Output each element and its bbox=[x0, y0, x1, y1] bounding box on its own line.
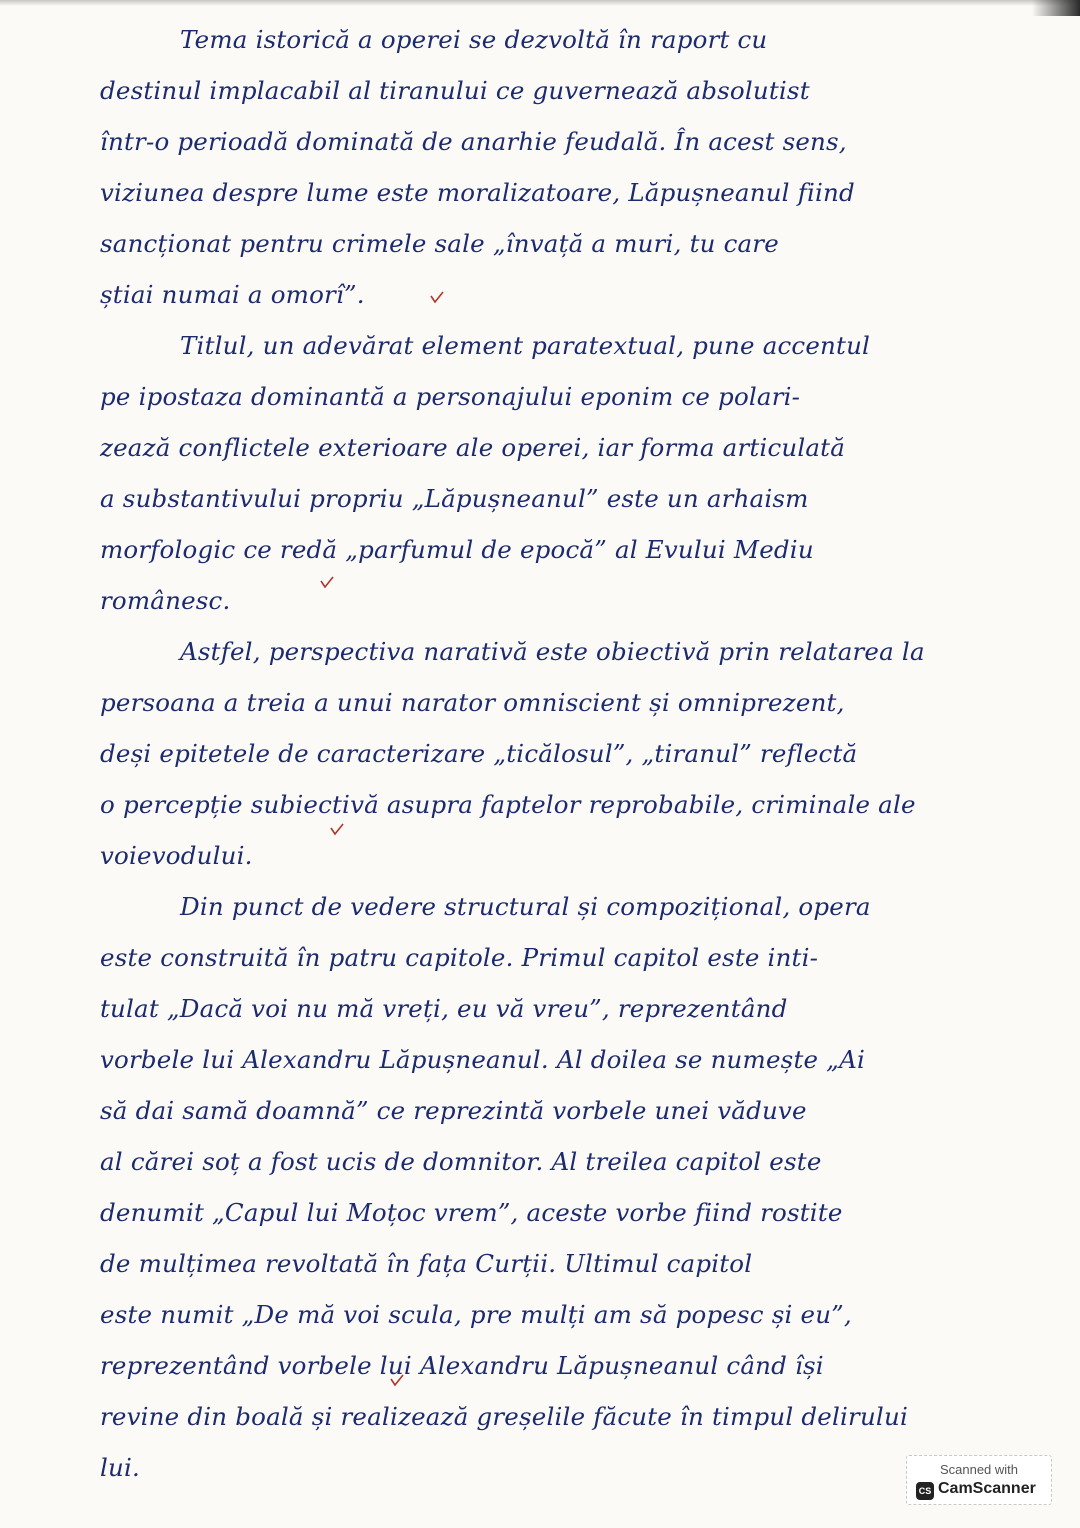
text-line: reprezentând vorbele lui Alexandru Lăpușneanul când își bbox=[100, 1351, 824, 1380]
text-line: Tema istorică a operei se dezvoltă în raport cu bbox=[180, 25, 768, 54]
text-line: este numit „De mă voi scula, pre mulți am să popesc și eu”, bbox=[100, 1300, 852, 1329]
camscanner-logo-icon: CS bbox=[916, 1482, 934, 1500]
text-line: Astfel, perspectiva narativă este obiectivă prin relatarea la bbox=[180, 637, 925, 666]
text-line: românesc. bbox=[100, 586, 231, 615]
scan-corner-shadow bbox=[1032, 0, 1080, 16]
watermark-brand: CamScanner bbox=[938, 1480, 1036, 1497]
text-line: a substantivului propriu „Lăpușneanul” este un arhaism bbox=[100, 484, 809, 513]
text-line: vorbele lui Alexandru Lăpușneanul. Al doilea se numește „Ai bbox=[100, 1045, 865, 1074]
text-line: persoana a treia a unui narator omniscient și omniprezent, bbox=[100, 688, 845, 717]
text-line: morfologic ce redă „parfumul de epocă” al Evului Mediu bbox=[100, 535, 814, 564]
check-mark-icon bbox=[330, 822, 344, 836]
text-line: să dai samă doamnă” ce reprezintă vorbele unei văduve bbox=[100, 1096, 807, 1125]
text-line: tulat „Dacă voi nu mă vreți, eu vă vreu”, reprezentând bbox=[100, 994, 788, 1023]
text-line: voievodului. bbox=[100, 841, 253, 870]
text-line: de mulțimea revoltată în fața Curții. Ultimul capitol bbox=[100, 1249, 753, 1278]
check-mark-icon bbox=[390, 1373, 404, 1387]
handwritten-essay bbox=[100, 14, 1030, 1493]
text-line: pe ipostaza dominantă a personajului eponim ce polari- bbox=[100, 382, 801, 411]
text-line: viziunea despre lume este moralizatoare, Lăpușneanul fiind bbox=[100, 178, 855, 207]
camscanner-watermark bbox=[906, 1455, 1052, 1505]
text-line: o percepție subiectivă asupra faptelor reprobabile, criminale ale bbox=[100, 790, 916, 819]
text-line: Din punct de vedere structural și compozițional, opera bbox=[180, 892, 871, 921]
check-mark-icon bbox=[320, 575, 334, 589]
text-line: destinul implacabil al tiranului ce guvernează absolutist bbox=[100, 76, 810, 105]
page-top-edge-shadow bbox=[0, 0, 1080, 6]
text-line: lui. bbox=[100, 1453, 141, 1482]
text-line: sancționat pentru crimele sale „învață a muri, tu care bbox=[100, 229, 779, 258]
text-line: denumit „Capul lui Moțoc vrem”, aceste vorbe fiind rostite bbox=[100, 1198, 843, 1227]
text-line: zează conflictele exterioare ale operei, iar forma articulată bbox=[100, 433, 846, 462]
text-line: este construită în patru capitole. Primul capitol este inti- bbox=[100, 943, 819, 972]
text-line: deși epitetele de caracterizare „ticălosul”, „tiranul” reflectă bbox=[100, 739, 858, 768]
text-line: revine din boală și realizează greșelile făcute în timpul delirului bbox=[100, 1402, 908, 1431]
text-line: știai numai a omorî”. bbox=[100, 280, 365, 309]
text-line: al cărei soț a fost ucis de domnitor. Al treilea capitol este bbox=[100, 1147, 822, 1176]
text-line: într-o perioadă dominată de anarhie feudală. În acest sens, bbox=[100, 127, 847, 156]
watermark-caption: Scanned with bbox=[939, 1462, 1019, 1477]
text-line: Titlul, un adevărat element paratextual, pune accentul bbox=[180, 331, 871, 360]
check-mark-icon bbox=[430, 290, 444, 304]
